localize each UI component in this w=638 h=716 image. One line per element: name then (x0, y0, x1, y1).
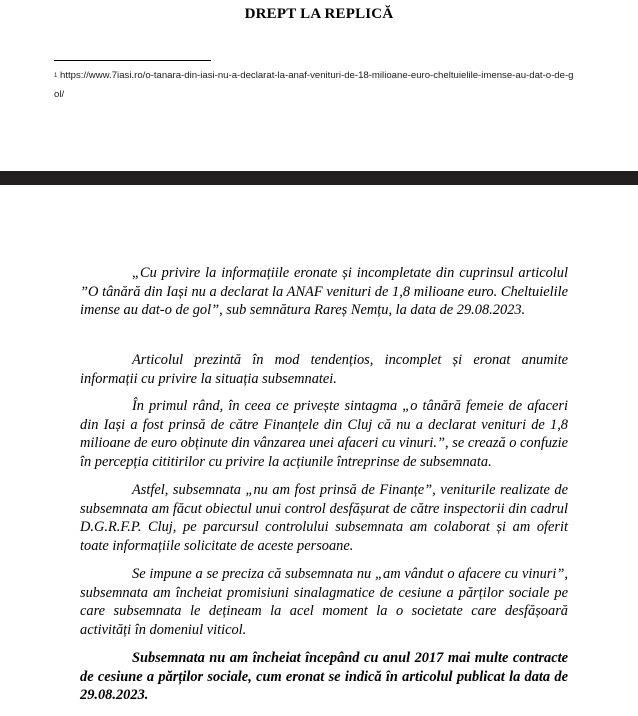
footnote-link[interactable]: https://www.7iasi.ro/o-tanara-din-iasi-nu-a-declarat-la-anaf-venituri-de-18-milioane-euro-cheltuielile-imense-au-dat-o-de-gol/ (54, 70, 574, 100)
page-separator-bar (0, 171, 638, 185)
footnote-marker: 1 (54, 73, 58, 79)
footnote-separator (54, 60, 211, 61)
document-title: DREPT LA REPLICĂ (244, 6, 394, 22)
paragraph-article-claim: Articolul prezintă în mod tendențios, incomplet și eronat anumite informații cu privire la situația subsemnatei. (80, 352, 568, 387)
paragraph-control: Astfel, subsemnata „nu am fost prinsă de Finanțe”, veniturile realizate de subsemnata am făcut obiectul unui control desfășurat de către inspectorii din cadrul D.G.R.F.P. Cluj, pe parcursul controlului subsemnata am colaborat și am oferit toate informațiile solicitate de aceste persoane. (80, 482, 568, 554)
paragraph-intro: „Cu privire la informațiile eronate și incompletate din cuprinsul articolul ”O tânără din Iași nu a declarat la ANAF venituri de 1,8 milioane euro. Cheltuielile imense au dat-o de gol”, sub semnătura Rareș Nemțu, la data de 29.08.2023. (80, 265, 568, 318)
footnote (54, 66, 574, 104)
paragraph-cession: Se impune a se preciza că subsemnata nu „am vândut o afacere cu vinuri”, subsemnata am încheiat promisiuni sinalagmatice de cesiune a părților sociale pe care subsemnata le dețineam la acel moment la o societate care desfășoară activități în domeniul viticol. (80, 566, 568, 638)
paragraph-first-point: În primul rând, în ceea ce privește sintagma „o tânără femeie de afaceri din Iași a fost prinsă de către Finanțele din Cluj că nu a declarat venituri de 1,8 milioane de euro obținute din vânzarea unei afaceri cu vinuri.”, se crează o confuzie în percepția cititirilor cu privire la acțiunile întreprinse de subsemnata. (80, 398, 568, 470)
paragraph-conclusion: Subsemnata nu am încheiat începând cu anul 2017 mai multe contracte de cesiune a părților sociale, cum eronat se indică în articolul publicat la data de 29.08.2023. (80, 650, 568, 703)
